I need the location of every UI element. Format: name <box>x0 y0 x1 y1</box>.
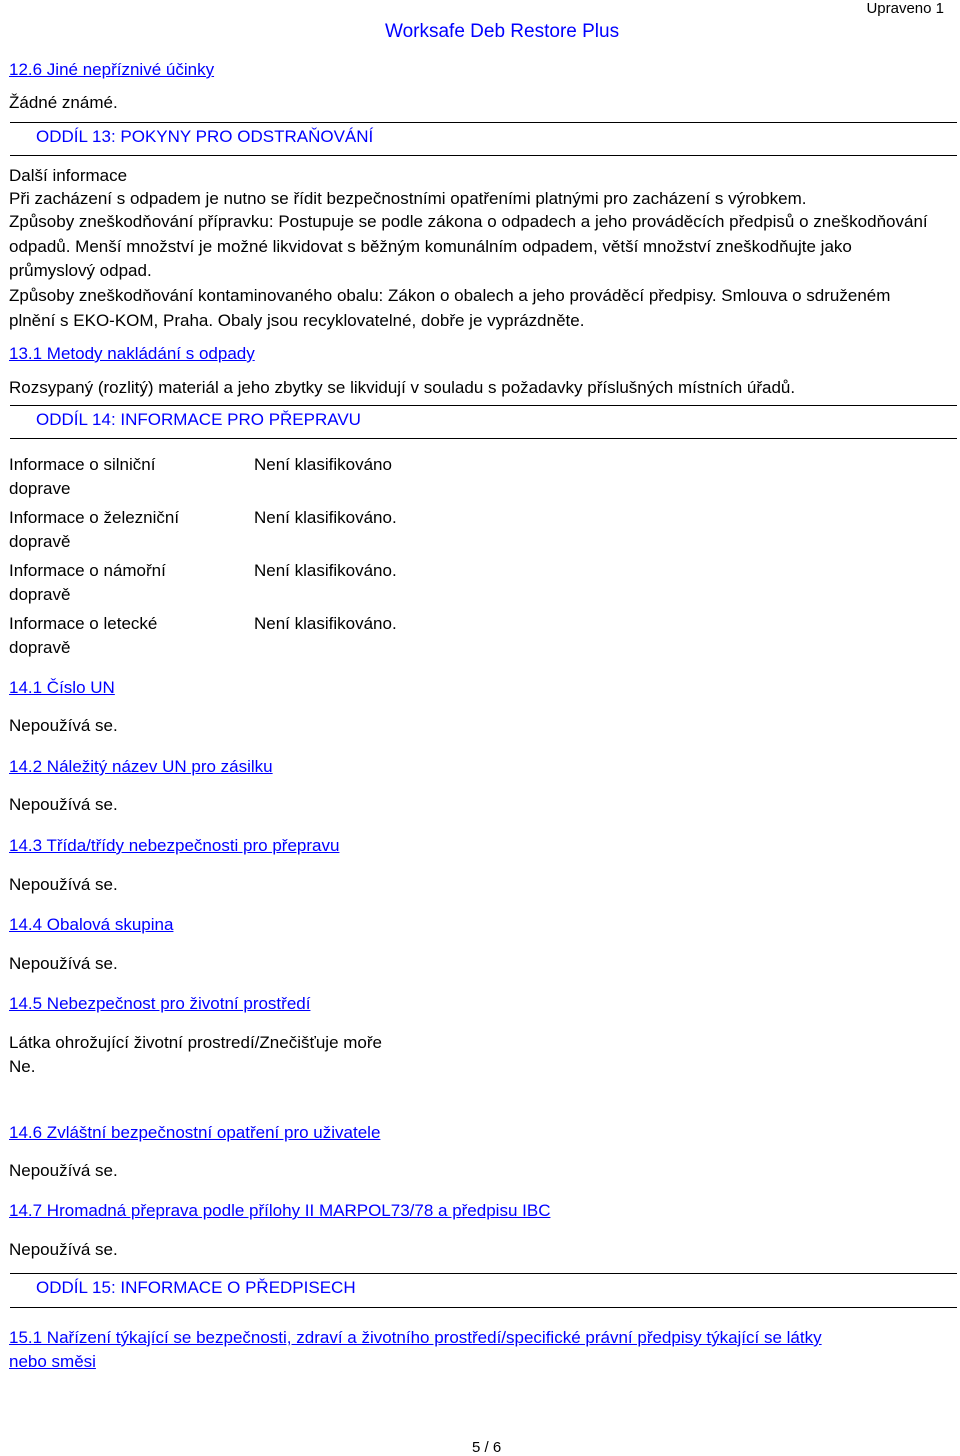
air-transport-value: Není klasifikováno. <box>254 614 397 633</box>
text-14-3: Nepoužívá se. <box>9 875 118 894</box>
heading-14-3[interactable]: 14.3 Třída/třídy nebezpečnosti pro přepravu <box>9 836 340 855</box>
further-info-heading: Další informace <box>9 166 128 185</box>
sea-transport-label: Informace o námořní dopravě <box>9 561 166 604</box>
text-14-2: Nepoužívá se. <box>9 795 118 814</box>
rail-transport-value: Není klasifikováno. <box>254 508 397 527</box>
waste-handling-text: Při zacházení s odpadem je nutno se řídit bezpečnostními opatřeními platnými pro zacházení s výrobkem. <box>9 189 807 208</box>
section-14-bottom-rule <box>10 438 957 439</box>
heading-14-1[interactable]: 14.1 Číslo UN <box>9 678 115 697</box>
section-15-title: ODDÍL 15: INFORMACE O PŘEDPISECH <box>36 1278 356 1297</box>
section-13-title: ODDÍL 13: POKYNY PRO ODSTRAŇOVÁNÍ <box>36 127 374 146</box>
section-14-title: ODDÍL 14: INFORMACE PRO PŘEPRAVU <box>36 410 361 429</box>
heading-15-1[interactable]: 15.1 Nařízení týkající se bezpečnosti, zdraví a životního prostředí/specifické právní předpisy týkající se látky nebo směsi <box>9 1328 822 1371</box>
section-15-bottom-rule <box>10 1307 957 1308</box>
heading-14-4[interactable]: 14.4 Obalová skupina <box>9 915 174 934</box>
heading-14-2[interactable]: 14.2 Náležitý název UN pro zásilku <box>9 757 273 776</box>
air-transport-label: Informace o letecké dopravě <box>9 614 158 657</box>
rail-transport-label: Informace o železniční dopravě <box>9 508 180 551</box>
section-13-bottom-rule <box>10 155 957 156</box>
page-number: 5 / 6 <box>472 1439 502 1456</box>
heading-13-1[interactable]: 13.1 Metody nakládání s odpady <box>9 344 255 363</box>
text-14-1: Nepoužívá se. <box>9 716 118 735</box>
heading-12-6[interactable]: 12.6 Jiné nepříznivé účinky <box>9 60 215 79</box>
heading-14-5[interactable]: 14.5 Nebezpečnost pro životní prostředí <box>9 994 311 1013</box>
section-13-top-rule <box>10 122 957 123</box>
environmental-hazard-value: Ne. <box>9 1057 36 1076</box>
text-14-7: Nepoužívá se. <box>9 1240 118 1259</box>
text-14-6: Nepoužívá se. <box>9 1161 118 1180</box>
environmental-hazard-label: Látka ohrožující životní prostredí/Znečišťuje moře <box>9 1033 382 1052</box>
text-14-4: Nepoužívá se. <box>9 954 118 973</box>
disposal-methods-text: Způsoby zneškodňování přípravku: Postupuje se podle zákona o odpadech a jeho prováděcích předpisů o zneškodňování odpadů. Menší množství je možné likvidovat s běžným komunálním odpadem, větší množství zneškodňujte jako průmyslový odpad. <box>9 212 928 280</box>
road-transport-label: Informace o silniční doprave <box>9 455 156 498</box>
text-13-1: Rozsypaný (rozlitý) materiál a jeho zbytky se likvidují v souladu s požadavky příslušných místních úřadů. <box>9 378 796 397</box>
heading-14-6[interactable]: 14.6 Zvláštní bezpečnostní opatření pro uživatele <box>9 1123 381 1142</box>
section-14-top-rule <box>10 405 957 406</box>
revision-label: Upraveno 1 <box>866 0 944 17</box>
heading-14-7[interactable]: 14.7 Hromadná přeprava podle přílohy II MARPOL73/78 a předpisu IBC <box>9 1201 551 1220</box>
road-transport-value: Není klasifikováno <box>254 455 392 474</box>
product-title: Worksafe Deb Restore Plus <box>385 21 620 42</box>
sea-transport-value: Není klasifikováno. <box>254 561 397 580</box>
text-12-6: Žádné známé. <box>9 93 118 112</box>
packaging-disposal-text: Způsoby zneškodňování kontaminovaného obalu: Zákon o obalech a jeho prováděcí předpisy. Smlouva o sdruženém plnění s EKO-KOM, Praha. Obaly jsou recyklovatelné, dobře je vyprázdněte. <box>9 286 891 330</box>
section-15-top-rule <box>10 1273 957 1274</box>
